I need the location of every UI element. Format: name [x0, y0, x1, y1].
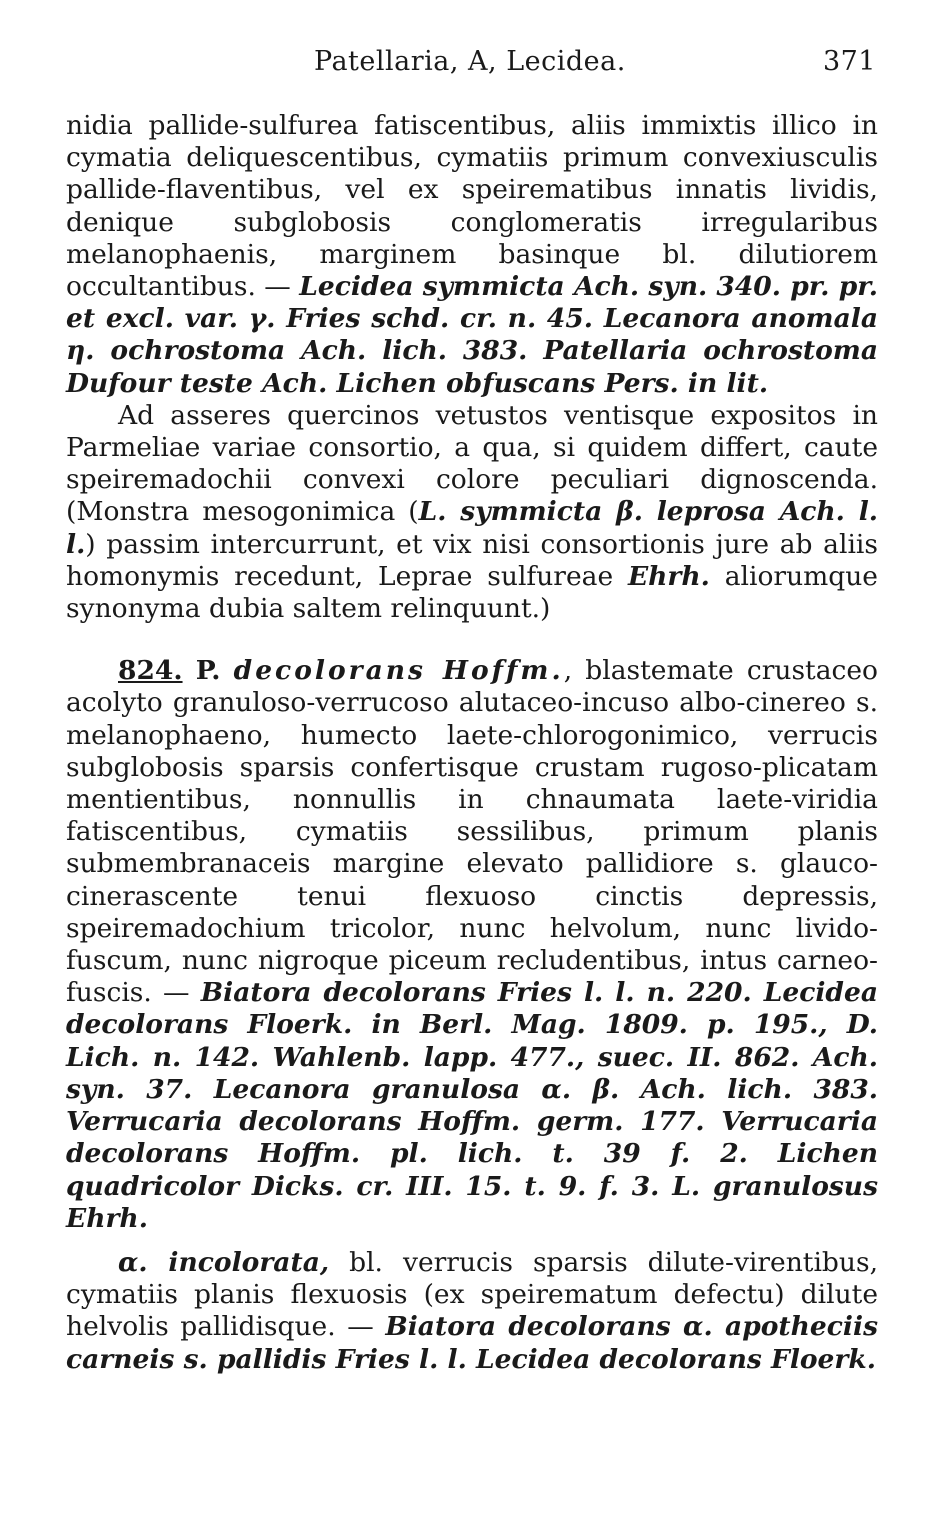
- genus-abbrev: P.: [195, 655, 221, 687]
- paragraph-habitat: [66, 400, 878, 625]
- species-number: 824.: [118, 655, 183, 687]
- habitat-text-3: aliorumque synonyma dubia saltem relinquunt.): [66, 560, 878, 625]
- habitat-text: Ad asseres quercinos vetustos ventisque expositos in Parmeliae variae consortio, a qua, si quidem differt, caute speiremadochii convexi colore peculiari dignoscenda. (Monstra mesogonimica (: [66, 399, 878, 528]
- species-description: , blastemate crustaceo acolyto granuloso-verrucoso alutaceo-incuso albo-cinereo s. melanophaeno, humecto laete-chlorogonimico, verrucis subglobosis sparsis confertisque crustam rugoso-plicatam mentientibus, nonnullis in chnaumata laete-viridia fatiscentibus, cymatiis sessilibus, primum planis submembranaceis margine elevato pallidiore s. glauco-cinerascente tenui flexuoso cinctis depressis, speiremadochium tricolor, nunc helvolum, nunc livido-fuscum, nunc nigroque piceum recludentibus, intus carneo-fuscis. —: [66, 655, 878, 1009]
- author-citation: Ehrh.: [627, 560, 710, 592]
- habitat-text-2: ) passim intercurrunt, et vix nisi consortionis jure ab aliis homonymis recedunt, Leprae sulfureae: [66, 528, 878, 592]
- species-synonymy: Biatora decolorans Fries l. l. n. 220. Lecidea decolorans Floerk. in Berl. Mag. 1809. p. 195., D. Lich. n. 142. Wahlenb. lapp. 477., suec. II. 862. Ach. syn. 37. Lecanora granulosa α. β. Ach. lich. 383. Verrucaria decolorans Hoffm. germ. 177. Verrucaria decolorans Hoffm. pl. lich. t. 39 f. 2. Lichen quadricolor Dicks. cr. III. 15. t. 9. f. 3. L. granulosus Ehrh.: [66, 977, 878, 1234]
- monstra-citation: L. symmicta β. leprosa Ach. l. l.: [66, 496, 878, 560]
- page-number: 371: [822, 46, 876, 77]
- variety-alpha: [66, 1247, 878, 1376]
- paragraph-continuation: [66, 110, 878, 400]
- variety-name: α. incolorata,: [118, 1246, 330, 1278]
- running-title: Patellaria, A, Lecidea.: [314, 46, 626, 77]
- page-body: [66, 110, 878, 1376]
- variety-description: bl. verrucis sparsis dilute-virentibus, cymatiis planis flexuosis (ex speirematum defectu) dilute helvolis pallidisque. —: [66, 1246, 878, 1343]
- description-text: nidia pallide-sulfurea fatiscentibus, aliis immixtis illico in cymatia deliquescentibus, cymatiis primum convexiusculis pallide-flaventibus, vel ex speirematibus innatis lividis, denique subglobosis conglomeratis irregularibus melanophaenis, marginem basinque bl. dilutiorem occultantibus. —: [66, 110, 878, 303]
- synonymy-citation: Lecidea symmicta Ach. syn. 340. pr. pr. et excl. var. γ. Fries schd. cr. n. 45. Lecanora anomala η. ochrostoma Ach. lich. 383. Patellaria ochrostoma Dufour teste Ach. Lichen obfuscans Pers. in lit.: [66, 271, 878, 399]
- species-name: decolorans Hoffm.: [233, 655, 564, 687]
- species-entry-824: [66, 655, 878, 1235]
- variety-synonymy: Biatora decolorans α. apotheciis carneis s. pallidis Fries l. l. Lecidea decolorans Floerk.: [66, 1311, 878, 1375]
- page-header: [66, 46, 876, 86]
